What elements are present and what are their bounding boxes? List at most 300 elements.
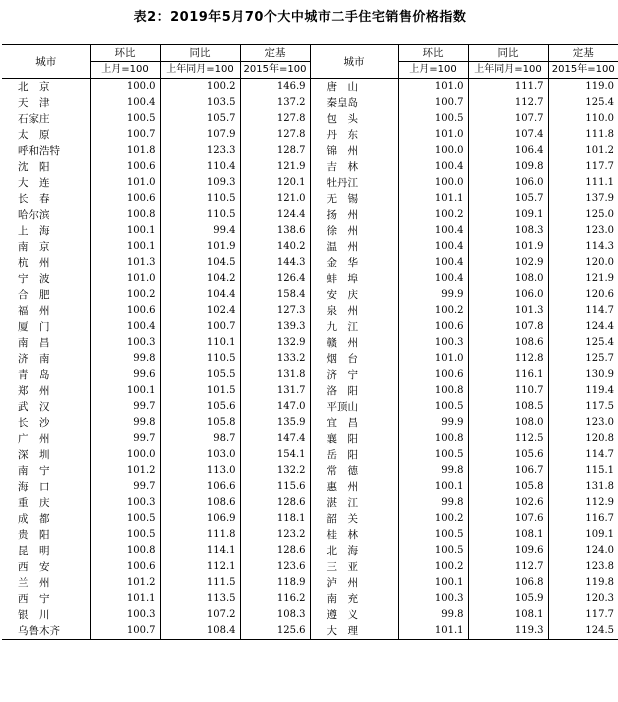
- table-row: [2, 127, 618, 143]
- right-city-cell: 宜 昌: [310, 415, 398, 431]
- right-city-cell: 无 锡: [310, 191, 398, 207]
- right-yoy-cell: 105.9: [468, 591, 548, 607]
- header-mom-left: 环比: [90, 45, 160, 62]
- left-city-cell: 青 岛: [18, 369, 50, 381]
- table-row: [2, 143, 618, 159]
- table-row: [2, 255, 618, 271]
- right-fixed-cell: 111.1: [548, 175, 618, 191]
- right-mom-cell: 100.2: [398, 559, 468, 575]
- right-yoy-cell: 109.6: [468, 543, 548, 559]
- left-city-cell: 厦 门: [18, 321, 50, 333]
- left-city-cell: 兰 州: [18, 577, 50, 589]
- left-city-cell: 宁 波: [18, 273, 50, 285]
- left-yoy-cell: 110.5: [160, 351, 240, 367]
- right-city-cell: 岳 阳: [310, 447, 398, 463]
- right-mom-cell: 100.6: [398, 319, 468, 335]
- header-yoy-right: 同比: [468, 45, 548, 62]
- right-yoy-cell: 112.8: [468, 351, 548, 367]
- left-yoy-cell: 99.4: [160, 223, 240, 239]
- right-fixed-cell: 121.9: [548, 271, 618, 287]
- right-fixed-cell: 137.9: [548, 191, 618, 207]
- right-fixed-cell: 114.3: [548, 239, 618, 255]
- left-yoy-cell: 103.0: [160, 447, 240, 463]
- right-yoy-cell: 101.3: [468, 303, 548, 319]
- right-mom-cell: 100.0: [398, 175, 468, 191]
- right-fixed-cell: 101.2: [548, 143, 618, 159]
- left-city-cell: 昆 明: [18, 545, 50, 557]
- left-yoy-cell: 101.9: [160, 239, 240, 255]
- table-row: [2, 351, 618, 367]
- left-fixed-cell: 139.3: [240, 319, 310, 335]
- left-yoy-cell: 112.1: [160, 559, 240, 575]
- left-mom-cell: 100.7: [90, 127, 160, 143]
- right-mom-cell: 100.8: [398, 431, 468, 447]
- right-yoy-cell: 110.7: [468, 383, 548, 399]
- right-mom-cell: 100.4: [398, 159, 468, 175]
- right-fixed-cell: 123.0: [548, 415, 618, 431]
- right-fixed-cell: 123.0: [548, 223, 618, 239]
- left-city-cell: 长 沙: [18, 417, 50, 429]
- left-city-cell: 西 宁: [18, 593, 50, 605]
- left-mom-cell: 101.2: [90, 575, 160, 591]
- right-mom-cell: 100.5: [398, 527, 468, 543]
- right-city-cell: 桂 林: [310, 527, 398, 543]
- left-yoy-cell: 102.4: [160, 303, 240, 319]
- left-city-cell: 南 京: [18, 241, 50, 253]
- right-mom-cell: 101.0: [398, 351, 468, 367]
- right-fixed-cell: 111.8: [548, 127, 618, 143]
- left-city-cell: 杭 州: [18, 257, 50, 269]
- right-fixed-cell: 120.8: [548, 431, 618, 447]
- left-mom-cell: 100.1: [90, 223, 160, 239]
- right-fixed-cell: 125.7: [548, 351, 618, 367]
- right-fixed-cell: 114.7: [548, 447, 618, 463]
- left-yoy-cell: 104.2: [160, 271, 240, 287]
- left-mom-cell: 100.3: [90, 495, 160, 511]
- right-mom-cell: 100.3: [398, 335, 468, 351]
- table-row: [2, 431, 618, 447]
- left-fixed-cell: 120.1: [240, 175, 310, 191]
- right-mom-cell: 100.5: [398, 543, 468, 559]
- right-fixed-cell: 117.7: [548, 607, 618, 623]
- header-fixed-base-left: 2015年=100: [240, 62, 310, 79]
- table-row: [2, 607, 618, 623]
- left-city-cell: 呼和浩特: [18, 145, 60, 157]
- right-fixed-cell: 117.7: [548, 159, 618, 175]
- left-fixed-cell: 118.1: [240, 511, 310, 527]
- table-row: [2, 319, 618, 335]
- left-fixed-cell: 131.8: [240, 367, 310, 383]
- right-yoy-cell: 108.1: [468, 527, 548, 543]
- right-city-cell: 秦皇岛: [310, 95, 398, 111]
- left-city-cell: 重 庆: [18, 497, 50, 509]
- right-fixed-cell: 124.0: [548, 543, 618, 559]
- right-city-cell: 惠 州: [310, 479, 398, 495]
- left-mom-cell: 99.7: [90, 431, 160, 447]
- left-yoy-cell: 123.3: [160, 143, 240, 159]
- left-fixed-cell: 147.4: [240, 431, 310, 447]
- table-row: [2, 159, 618, 175]
- right-mom-cell: 100.1: [398, 479, 468, 495]
- right-yoy-cell: 102.6: [468, 495, 548, 511]
- left-mom-cell: 99.7: [90, 479, 160, 495]
- left-mom-cell: 100.3: [90, 335, 160, 351]
- left-mom-cell: 100.6: [90, 559, 160, 575]
- left-fixed-cell: 127.8: [240, 127, 310, 143]
- left-city-cell: 合 肥: [18, 289, 50, 301]
- right-mom-cell: 101.1: [398, 191, 468, 207]
- right-city-cell: 南 充: [310, 591, 398, 607]
- left-yoy-cell: 111.8: [160, 527, 240, 543]
- table-row: [2, 575, 618, 591]
- left-fixed-cell: 138.6: [240, 223, 310, 239]
- right-fixed-cell: 130.9: [548, 367, 618, 383]
- left-city-cell: 哈尔滨: [18, 209, 50, 221]
- left-mom-cell: 100.6: [90, 159, 160, 175]
- right-yoy-cell: 106.4: [468, 143, 548, 159]
- right-city-cell: 大 理: [310, 623, 398, 640]
- right-fixed-cell: 125.4: [548, 335, 618, 351]
- right-city-cell: 韶 关: [310, 511, 398, 527]
- left-yoy-cell: 104.5: [160, 255, 240, 271]
- left-mom-cell: 101.1: [90, 591, 160, 607]
- left-yoy-cell: 105.5: [160, 367, 240, 383]
- table-row: [2, 335, 618, 351]
- left-yoy-cell: 100.7: [160, 319, 240, 335]
- left-mom-cell: 99.8: [90, 351, 160, 367]
- right-mom-cell: 99.8: [398, 495, 468, 511]
- right-yoy-cell: 105.6: [468, 447, 548, 463]
- table-row: [2, 175, 618, 191]
- left-mom-cell: 100.5: [90, 111, 160, 127]
- right-yoy-cell: 109.8: [468, 159, 548, 175]
- right-city-cell: 锦 州: [310, 143, 398, 159]
- right-fixed-cell: 120.3: [548, 591, 618, 607]
- left-mom-cell: 100.0: [90, 79, 160, 96]
- right-fixed-cell: 119.4: [548, 383, 618, 399]
- right-mom-cell: 99.8: [398, 607, 468, 623]
- left-fixed-cell: 123.6: [240, 559, 310, 575]
- table-body: [2, 79, 618, 640]
- table-row: [2, 415, 618, 431]
- right-city-cell: 三 亚: [310, 559, 398, 575]
- right-mom-cell: 100.3: [398, 591, 468, 607]
- right-mom-cell: 101.1: [398, 623, 468, 640]
- right-mom-cell: 101.0: [398, 79, 468, 96]
- right-fixed-cell: 114.7: [548, 303, 618, 319]
- right-fixed-cell: 119.8: [548, 575, 618, 591]
- right-yoy-cell: 105.8: [468, 479, 548, 495]
- header-yoy-base-left: 上年同月=100: [160, 62, 240, 79]
- right-city-cell: 洛 阳: [310, 383, 398, 399]
- table-row: [2, 111, 618, 127]
- left-fixed-cell: 135.9: [240, 415, 310, 431]
- price-index-table: [2, 44, 618, 640]
- header-mom-base-left: 上月=100: [90, 62, 160, 79]
- left-city-cell: 乌鲁木齐: [2, 623, 90, 640]
- right-city-cell: 湛 江: [310, 495, 398, 511]
- right-yoy-cell: 108.5: [468, 399, 548, 415]
- table-row: [2, 479, 618, 495]
- header-city-right: 城市: [310, 45, 398, 79]
- left-yoy-cell: 106.9: [160, 511, 240, 527]
- table-row: [2, 383, 618, 399]
- left-mom-cell: 99.7: [90, 399, 160, 415]
- right-city-cell: 徐 州: [310, 223, 398, 239]
- table-row: [2, 367, 618, 383]
- header-fixed-left: 定基: [240, 45, 310, 62]
- left-fixed-cell: 124.4: [240, 207, 310, 223]
- right-yoy-cell: 107.4: [468, 127, 548, 143]
- left-mom-cell: 101.0: [90, 175, 160, 191]
- right-fixed-cell: 116.7: [548, 511, 618, 527]
- left-mom-cell: 100.5: [90, 527, 160, 543]
- left-fixed-cell: 132.2: [240, 463, 310, 479]
- left-fixed-cell: 127.3: [240, 303, 310, 319]
- left-city-cell: 西 安: [18, 561, 50, 573]
- left-fixed-cell: 146.9: [240, 79, 310, 96]
- right-mom-cell: 100.0: [398, 143, 468, 159]
- left-mom-cell: 100.8: [90, 207, 160, 223]
- header-city-left: 城市: [2, 45, 90, 79]
- left-yoy-cell: 107.9: [160, 127, 240, 143]
- right-yoy-cell: 106.0: [468, 175, 548, 191]
- right-city-cell: 北 海: [310, 543, 398, 559]
- left-yoy-cell: 110.5: [160, 207, 240, 223]
- right-mom-cell: 100.1: [398, 575, 468, 591]
- table-row: [2, 463, 618, 479]
- left-fixed-cell: 154.1: [240, 447, 310, 463]
- left-mom-cell: 100.6: [90, 191, 160, 207]
- left-fixed-cell: 128.6: [240, 495, 310, 511]
- right-city-cell: 蚌 埠: [310, 271, 398, 287]
- right-yoy-cell: 112.7: [468, 95, 548, 111]
- left-yoy-cell: 110.5: [160, 191, 240, 207]
- right-fixed-cell: 110.0: [548, 111, 618, 127]
- right-yoy-cell: 112.5: [468, 431, 548, 447]
- right-yoy-cell: 108.0: [468, 271, 548, 287]
- right-yoy-cell: 101.9: [468, 239, 548, 255]
- right-yoy-cell: 111.7: [468, 79, 548, 96]
- header-yoy-left: 同比: [160, 45, 240, 62]
- left-fixed-cell: 147.0: [240, 399, 310, 415]
- right-yoy-cell: 119.3: [468, 623, 548, 640]
- left-mom-cell: 100.4: [90, 319, 160, 335]
- table-row: [2, 303, 618, 319]
- right-yoy-cell: 116.1: [468, 367, 548, 383]
- right-city-cell: 遵 义: [310, 607, 398, 623]
- right-yoy-cell: 106.7: [468, 463, 548, 479]
- right-yoy-cell: 105.7: [468, 191, 548, 207]
- left-fixed-cell: 121.0: [240, 191, 310, 207]
- right-fixed-cell: 115.1: [548, 463, 618, 479]
- header-yoy-base-right: 上年同月=100: [468, 62, 548, 79]
- left-fixed-cell: 116.2: [240, 591, 310, 607]
- right-city-cell: 赣 州: [310, 335, 398, 351]
- right-mom-cell: 99.8: [398, 463, 468, 479]
- left-yoy-cell: 100.2: [160, 79, 240, 96]
- header-mom-base-right: 上月=100: [398, 62, 468, 79]
- right-yoy-cell: 106.0: [468, 287, 548, 303]
- right-city-cell: 扬 州: [310, 207, 398, 223]
- table-row: [2, 543, 618, 559]
- left-yoy-cell: 108.4: [160, 623, 240, 640]
- right-mom-cell: 100.2: [398, 207, 468, 223]
- left-city-cell: 银 川: [18, 609, 50, 621]
- left-fixed-cell: 123.2: [240, 527, 310, 543]
- left-mom-cell: 100.2: [90, 287, 160, 303]
- left-fixed-cell: 121.9: [240, 159, 310, 175]
- left-city-cell: 广 州: [18, 433, 50, 445]
- right-fixed-cell: 117.5: [548, 399, 618, 415]
- table-row: [2, 447, 618, 463]
- left-city-cell: 长 春: [18, 193, 50, 205]
- right-mom-cell: 100.2: [398, 511, 468, 527]
- table-row: [2, 191, 618, 207]
- table-row: [2, 399, 618, 415]
- left-fixed-cell: 128.7: [240, 143, 310, 159]
- table-row: [2, 511, 618, 527]
- right-yoy-cell: 107.6: [468, 511, 548, 527]
- right-fixed-cell: 125.4: [548, 95, 618, 111]
- left-city-cell: 济 南: [18, 353, 50, 365]
- right-mom-cell: 100.5: [398, 111, 468, 127]
- left-mom-cell: 100.0: [90, 447, 160, 463]
- left-mom-cell: 101.3: [90, 255, 160, 271]
- header-fixed-right: 定基: [548, 45, 618, 62]
- left-mom-cell: 101.0: [90, 271, 160, 287]
- left-city-cell: 海 口: [18, 481, 50, 493]
- table-row: [2, 527, 618, 543]
- left-yoy-cell: 107.2: [160, 607, 240, 623]
- left-yoy-cell: 104.4: [160, 287, 240, 303]
- right-fixed-cell: 124.4: [548, 319, 618, 335]
- left-yoy-cell: 105.6: [160, 399, 240, 415]
- left-fixed-cell: 127.8: [240, 111, 310, 127]
- table-row: [2, 239, 618, 255]
- right-city-cell: 丹 东: [310, 127, 398, 143]
- table-row: [2, 287, 618, 303]
- right-yoy-cell: 108.6: [468, 335, 548, 351]
- left-city-cell: 武 汉: [18, 401, 50, 413]
- right-city-cell: 金 华: [310, 255, 398, 271]
- left-yoy-cell: 105.8: [160, 415, 240, 431]
- right-mom-cell: 100.5: [398, 399, 468, 415]
- left-fixed-cell: 137.2: [240, 95, 310, 111]
- table-row: [2, 95, 618, 111]
- left-mom-cell: 100.1: [90, 383, 160, 399]
- right-city-cell: 烟 台: [310, 351, 398, 367]
- right-fixed-cell: 123.8: [548, 559, 618, 575]
- table-row: [2, 495, 618, 511]
- right-fixed-cell: 120.0: [548, 255, 618, 271]
- right-city-cell: 安 庆: [310, 287, 398, 303]
- left-fixed-cell: 128.6: [240, 543, 310, 559]
- left-yoy-cell: 113.0: [160, 463, 240, 479]
- table-row: [2, 591, 618, 607]
- left-fixed-cell: 125.6: [240, 623, 310, 640]
- left-city-cell: 郑 州: [18, 385, 50, 397]
- table-row: [2, 271, 618, 287]
- right-yoy-cell: 102.9: [468, 255, 548, 271]
- left-mom-cell: 100.8: [90, 543, 160, 559]
- right-yoy-cell: 107.8: [468, 319, 548, 335]
- left-fixed-cell: 118.9: [240, 575, 310, 591]
- right-fixed-cell: 125.0: [548, 207, 618, 223]
- right-mom-cell: 100.2: [398, 303, 468, 319]
- left-yoy-cell: 109.3: [160, 175, 240, 191]
- right-yoy-cell: 112.7: [468, 559, 548, 575]
- right-mom-cell: 100.6: [398, 367, 468, 383]
- left-mom-cell: 100.1: [90, 239, 160, 255]
- right-city-cell: 唐 山: [310, 79, 398, 96]
- right-yoy-cell: 109.1: [468, 207, 548, 223]
- right-city-cell: 济 宁: [310, 367, 398, 383]
- table-row: [2, 223, 618, 239]
- right-mom-cell: 100.4: [398, 223, 468, 239]
- left-yoy-cell: 110.4: [160, 159, 240, 175]
- left-mom-cell: 101.2: [90, 463, 160, 479]
- right-mom-cell: 99.9: [398, 415, 468, 431]
- left-yoy-cell: 105.7: [160, 111, 240, 127]
- right-fixed-cell: 112.9: [548, 495, 618, 511]
- left-fixed-cell: 133.2: [240, 351, 310, 367]
- left-city-cell: 天 津: [18, 97, 50, 109]
- right-mom-cell: 100.7: [398, 95, 468, 111]
- left-fixed-cell: 131.7: [240, 383, 310, 399]
- left-fixed-cell: 144.3: [240, 255, 310, 271]
- left-mom-cell: 100.6: [90, 303, 160, 319]
- left-city-cell: 大 连: [18, 177, 50, 189]
- left-yoy-cell: 98.7: [160, 431, 240, 447]
- table-row: [2, 623, 618, 640]
- left-mom-cell: 100.3: [90, 607, 160, 623]
- left-city-cell: 北 京: [18, 81, 50, 93]
- left-fixed-cell: 108.3: [240, 607, 310, 623]
- right-mom-cell: 100.5: [398, 447, 468, 463]
- table-title: 表2：2019年5月70个大中城市二手住宅销售价格指数: [133, 10, 467, 25]
- right-yoy-cell: 106.8: [468, 575, 548, 591]
- left-city-cell: 石家庄: [18, 113, 50, 125]
- right-yoy-cell: 107.7: [468, 111, 548, 127]
- table-header: [2, 45, 618, 79]
- right-yoy-cell: 108.0: [468, 415, 548, 431]
- table-row: [2, 207, 618, 223]
- right-fixed-cell: 124.5: [548, 623, 618, 640]
- right-yoy-cell: 108.1: [468, 607, 548, 623]
- left-city-cell: 南 昌: [18, 337, 50, 349]
- header-mom-right: 环比: [398, 45, 468, 62]
- right-city-cell: 牡丹江: [310, 175, 398, 191]
- table-row: [2, 79, 618, 96]
- left-city-cell: 成 都: [18, 513, 50, 525]
- right-city-cell: 吉 林: [310, 159, 398, 175]
- right-fixed-cell: 120.6: [548, 287, 618, 303]
- left-yoy-cell: 111.5: [160, 575, 240, 591]
- left-city-cell: 太 原: [18, 129, 50, 141]
- left-fixed-cell: 140.2: [240, 239, 310, 255]
- right-fixed-cell: 109.1: [548, 527, 618, 543]
- left-fixed-cell: 126.4: [240, 271, 310, 287]
- right-fixed-cell: 119.0: [548, 79, 618, 96]
- left-yoy-cell: 114.1: [160, 543, 240, 559]
- right-city-cell: 泸 州: [310, 575, 398, 591]
- left-yoy-cell: 101.5: [160, 383, 240, 399]
- right-city-cell: 九 江: [310, 319, 398, 335]
- left-mom-cell: 100.7: [90, 623, 160, 640]
- left-city-cell: 沈 阳: [18, 161, 50, 173]
- right-city-cell: 包 头: [310, 111, 398, 127]
